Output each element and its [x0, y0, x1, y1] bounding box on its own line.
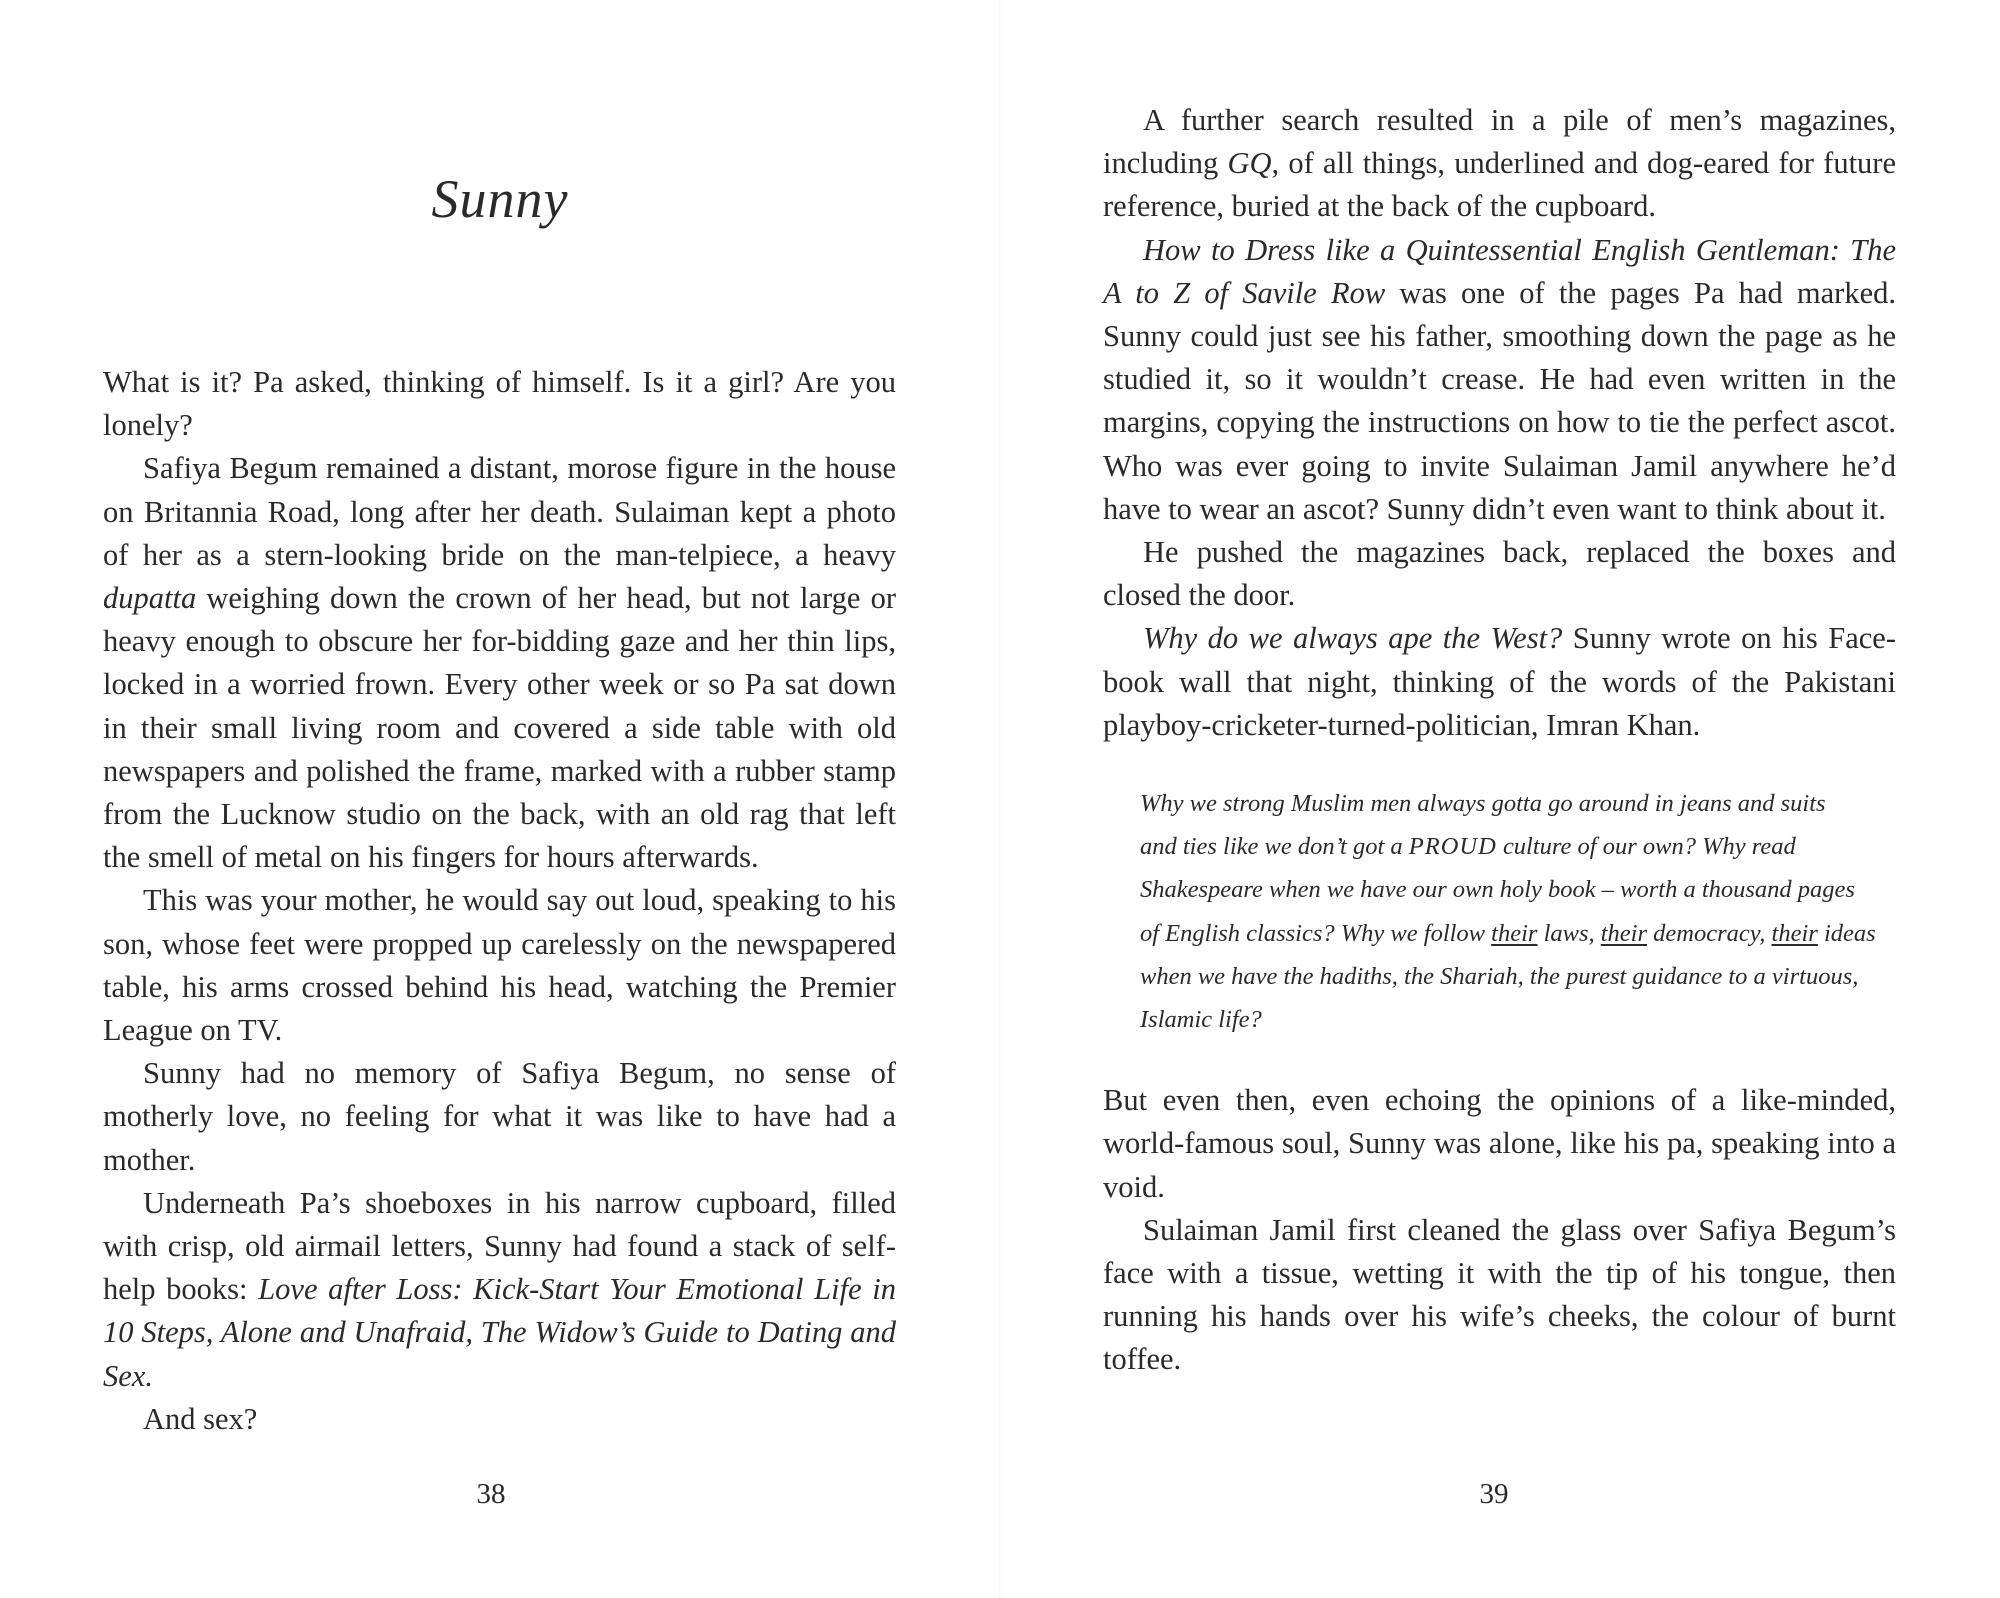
post-quote: Why do we always ape the West?	[1143, 621, 1563, 656]
italic-term: dupatta	[103, 581, 197, 616]
chapter-title: Sunny	[431, 169, 569, 229]
page-number-left: 38	[476, 1478, 506, 1510]
facebook-post-quote	[1140, 782, 1876, 1041]
quote-line: Islamic life?	[1140, 1006, 1262, 1034]
paragraph: This was your mother, he would say out loud, speaking to his son, whose feet were propped up carelessly on the newspapered table, his arms crossed behind his head, watching the Premier League on TV.	[103, 883, 896, 1048]
right-page	[1000, 0, 2000, 1598]
paragraph	[1103, 617, 1896, 747]
paragraph: What is it? Pa asked, thinking of himself. Is it a girl? Are you lonely?	[103, 365, 896, 443]
paragraph: And sex?	[143, 1401, 258, 1436]
underlined-their: their	[1600, 919, 1648, 947]
paragraph-text: Underneath Pa’s shoeboxes in his narrow cupboard, filled with crisp, old airmail letters, Sunny had found a stack of self-help books:	[103, 1185, 896, 1307]
quote-line	[1140, 825, 1862, 868]
paragraph	[103, 447, 896, 879]
paragraph	[1103, 229, 1896, 531]
paragraph: He pushed the magazines back, replaced the boxes and closed the door.	[1103, 535, 1896, 613]
paragraph-text: A further search resulted in a pile of men’s magazines, including	[1103, 103, 1896, 181]
quote-line: Shakespeare when we have our own holy book – worth a thousand pages	[1140, 876, 1855, 904]
paragraph	[1103, 99, 1896, 229]
paragraph-text: , of all things, underlined and dog-eared for future reference, buried at the back of the cupboard.	[1103, 146, 1896, 224]
paragraph-text: Safiya Begum remained a distant, morose figure in the house on Britannia Road, long after her death. Sulaiman kept a photo of her as a stern-looking bride on the man-telpiece, a heavy	[103, 451, 896, 572]
quote-line	[1140, 912, 1876, 955]
article-title: How to Dress like a Quintessential English Gentleman: The A to Z of Savile Row	[1103, 232, 1896, 310]
paragraph-text: weighing down the crown of her head, but not large or heavy enough to obscure her for-bidding gaze and her thin lips, locked in a worried frown. Every other week or so Pa sat down in their small living room and covered a side table with old newspapers and polished the frame, marked with a rubber stamp from the Lucknow studio on the back, with an old rag that left the smell of metal on his fingers for hours afterwards.	[103, 581, 896, 875]
paragraph-text: was one of the pages Pa had marked. Sunny could just see his father, smoothing down the page as he studied it, so it wouldn’t crease. He had even written in the margins, copying the instructions on how to tie the perfect ascot. Who was ever going to invite Sulaiman Jamil anywhere he’d have to wear an ascot? Sunny didn’t even want to think about it.	[1103, 275, 1896, 526]
right-body-text	[1103, 99, 1896, 1382]
paragraph: Sulaiman Jamil first cleaned the glass over Safiya Begum’s face with a tissue, wetting it with the tip of his tongue, then running his hands over his wife’s cheeks, the colour of burnt toffee.	[1103, 1212, 1896, 1377]
quote-line: when we have the hadiths, the Shariah, the purest guidance to a virtuous,	[1140, 962, 1859, 990]
paragraph-text: Sunny wrote on his Face-book wall that night, thinking of the words of the Pakistani playboy-cricketer-turned-politician, Imran Khan.	[1103, 621, 1896, 742]
quote-text: laws,	[1537, 919, 1601, 947]
paragraph	[103, 1182, 896, 1398]
magazine-title: GQ	[1227, 146, 1272, 181]
left-body-text	[103, 361, 896, 1441]
paragraph: But even then, even echoing the opinions of a like-minded, world-famous soul, Sunny was alone, like his pa, speaking into a void.	[1103, 1083, 1896, 1204]
paragraph: Sunny had no memory of Safiya Begum, no sense of motherly love, no feeling for what it was like to have had a mother.	[103, 1056, 896, 1177]
quote-line: Why we strong Muslim men always gotta go around in jeans and suits	[1140, 790, 1826, 818]
quote-text: of English classics? Why we follow	[1140, 919, 1492, 947]
underlined-their: their	[1771, 919, 1818, 947]
quote-caps: PROUD	[1408, 833, 1497, 861]
underlined-their: their	[1491, 919, 1538, 947]
quote-text: democracy,	[1647, 919, 1772, 947]
page-number-right: 39	[1479, 1478, 1509, 1510]
book-titles: Love after Loss: Kick-Start Your Emotional Life in 10 Steps, Alone and Unafraid, The Widow’s Guide to Dating and Sex.	[103, 1272, 896, 1393]
quote-text: culture of our own? Why read	[1496, 833, 1796, 861]
quote-text: and ties like we don’t got a	[1140, 833, 1409, 861]
quote-text: ideas	[1817, 919, 1876, 947]
